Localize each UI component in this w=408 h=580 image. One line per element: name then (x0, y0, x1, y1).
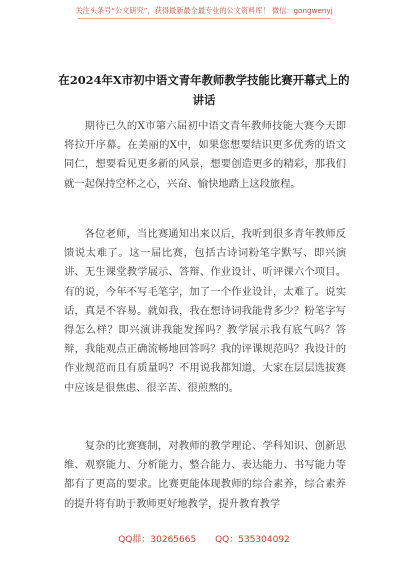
page-footer (0, 532, 408, 548)
paragraph-1: 期待已久的X市第六届初中语文青年教师技能大赛今天即将拉开序幕。在美丽的X中，如果您想要结识更多优秀的语文同仁，想要看见更多新的风景，想要创造更多的精彩，那我们就一起保持空杯之心，兴奋、愉快地踏上这段旅程。 (64, 120, 346, 190)
header-rule (78, 18, 330, 19)
page-header (0, 0, 408, 22)
paragraph-3: 复杂的比赛赛制，对教师的教学理论、学科知识、创新思维、观察能力、分析能力、整合能力、表达能力、书写能力等都有了更高的要求。比赛更能体现教师的综合素养，综合素养的提升将有助于教师更好地教学，提升教育教学 (64, 440, 346, 510)
paragraph-2: 各位老师，当比赛通知出来以后，我听到很多青年教师反馈说太难了。这一届比赛，包括古诗词粉笔字默写、即兴演讲、无生课堂教学展示、答辩、作业设计、听评课六个项目。有的说，今年不写毛笔字，加了一个作业设计，太难了。说实话，真是不容易。就如我，我在想诗词我能背多少？粉笔字写得怎么样？即兴演讲我能发挥吗？教学展示我有底气吗？答辩，我能观点正确流畅地回答吗？我的评课规范吗？我设计的作业规范而且有质量吗？不用说我都知道，大家在层层选拔赛中应该是很焦虑、很辛苦、很煎熬的。 (64, 228, 346, 394)
footer-qq-group: QQ群：30265665 (118, 535, 197, 545)
document-title: 在2024年X市初中语文青年教师教学技能比赛开幕式上的讲话 (58, 73, 350, 107)
header-notice: 关注头条号“公文研究”，获得最新最全最专业的公文资料库！ 微信：gongwenyj (75, 6, 333, 15)
footer-qq-contact: QQ：535304092 (215, 535, 290, 545)
